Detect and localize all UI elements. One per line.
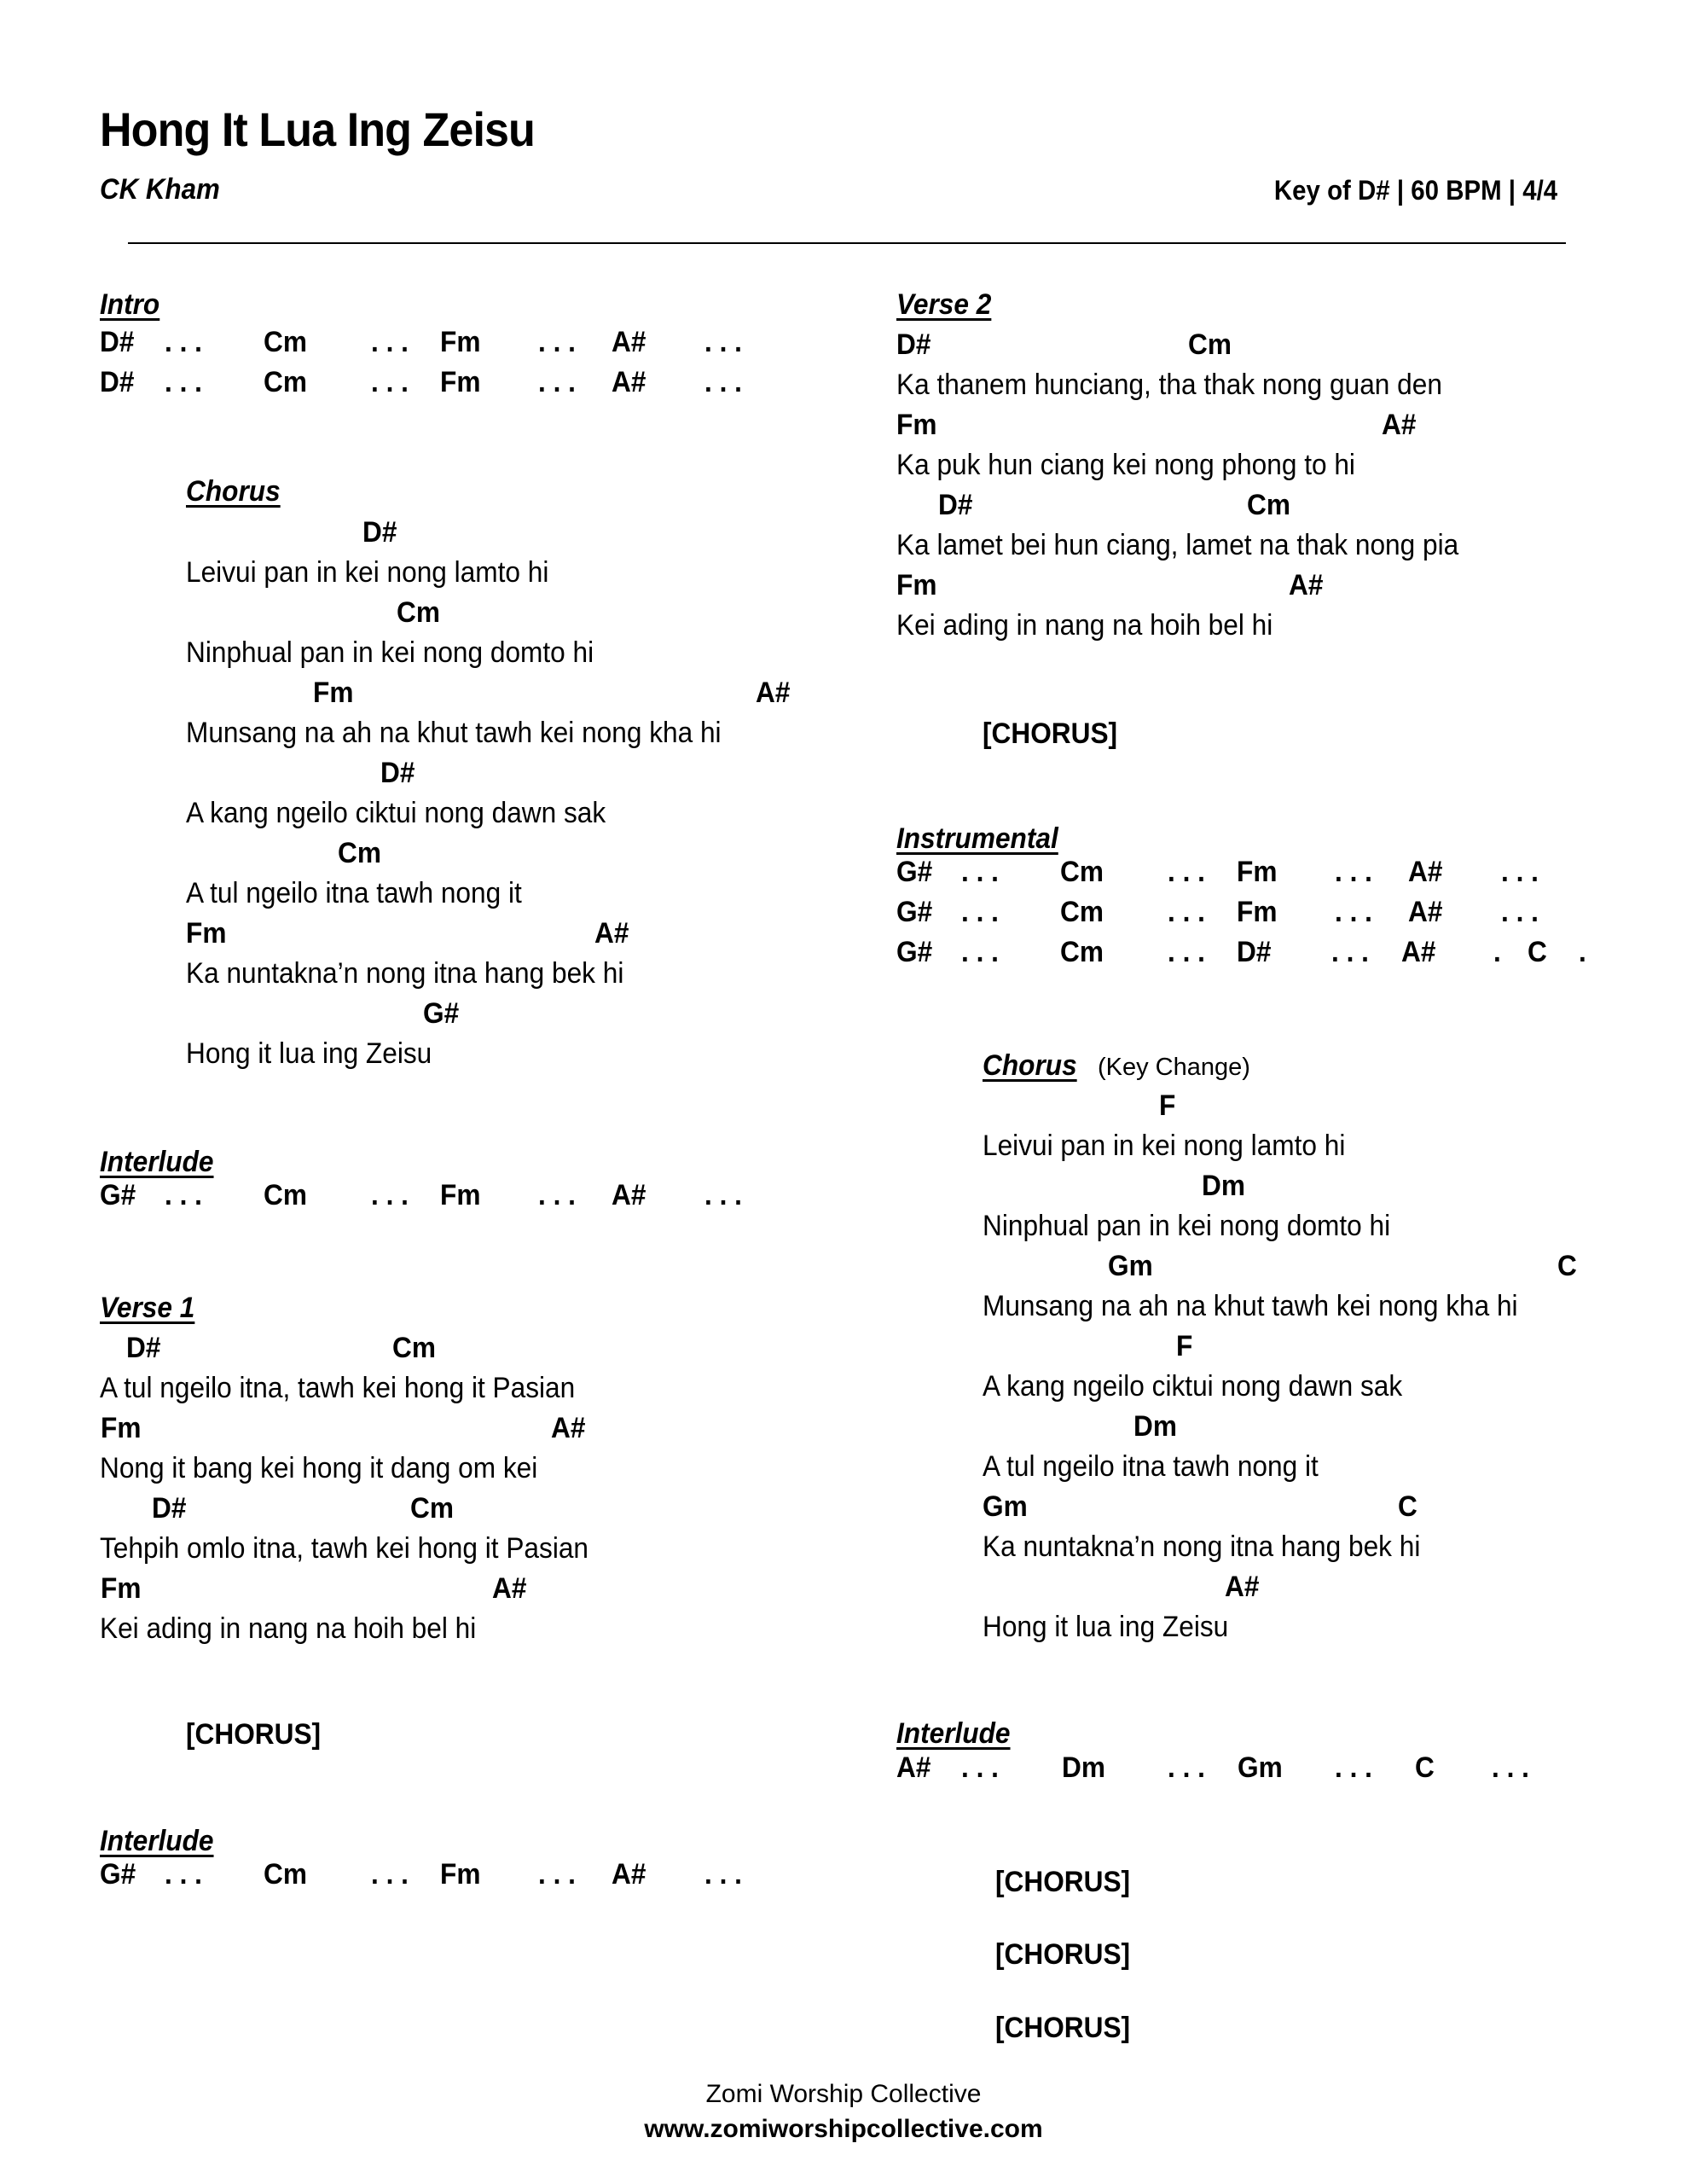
beat-dots: . . . [1335, 896, 1372, 928]
chord: D# [1237, 936, 1272, 968]
chord: D# [100, 326, 135, 358]
beat-dots: . . . [704, 1179, 742, 1211]
chord: A# [1225, 1571, 1260, 1603]
beat-dots: . . . [165, 366, 202, 398]
section-label-intro: Intro [100, 288, 160, 321]
section-label-interlude-1: Interlude [100, 1146, 214, 1178]
beat-dots: . . . [1168, 1751, 1205, 1784]
chorus-reference: [CHORUS] [995, 2012, 1131, 2044]
chord: A# [1408, 856, 1443, 888]
lyric-line: Ka lamet bei hun ciang, lamet na thak nong pia [896, 529, 1459, 561]
key-change-note: (Key Change) [1098, 1054, 1250, 1081]
chord: Fm [101, 1412, 142, 1444]
section-label-verse-1: Verse 1 [100, 1292, 195, 1324]
chord: Dm [1202, 1170, 1245, 1202]
section-label-interlude-3: Interlude [896, 1717, 1011, 1750]
lyric-line: Nong it bang kei hong it dang om kei [100, 1452, 538, 1484]
chord: Cm [264, 326, 307, 358]
lyric-line: A tul ngeilo itna, tawh kei hong it Pasian [100, 1372, 576, 1404]
beat-dots: . . . [371, 326, 409, 358]
lyric-line: Ka nuntakna’n nong itna hang bek hi [186, 957, 624, 990]
chord: Dm [1133, 1410, 1177, 1443]
beat-dots: . [1579, 936, 1586, 968]
chord: G# [100, 1179, 136, 1211]
section-label-verse-2: Verse 2 [896, 288, 992, 321]
lyric-line: Tehpih omlo itna, tawh kei hong it Pasian [100, 1532, 589, 1565]
beat-dots: . . . [1335, 856, 1372, 888]
chord: A# [756, 677, 791, 709]
chord: C [1415, 1751, 1435, 1784]
beat-dots: . . . [704, 326, 742, 358]
beat-dots: . . . [1501, 896, 1539, 928]
chord: Cm [410, 1492, 454, 1525]
chord: A# [612, 1179, 646, 1211]
beat-dots: . . . [165, 326, 202, 358]
beat-dots: . . . [1331, 936, 1369, 968]
beat-dots: . . . [1168, 856, 1205, 888]
footer-website-link[interactable]: www.zomiworshipcollective.com [644, 2115, 1043, 2143]
chord: A# [492, 1572, 527, 1605]
lyric-line: Munsang na ah na khut tawh kei nong kha hi [186, 717, 722, 749]
chord: Fm [440, 326, 481, 358]
chord: A# [612, 366, 646, 398]
beat-dots: . . . [538, 366, 576, 398]
chord: A# [594, 917, 629, 950]
beat-dots: . . . [961, 936, 999, 968]
section-label-chorus: Chorus [186, 475, 281, 508]
lyric-line: Hong it lua ing Zeisu [186, 1037, 432, 1070]
chord: Cm [392, 1332, 436, 1364]
beat-dots: . [1493, 936, 1501, 968]
chorus-reference: [CHORUS] [995, 1938, 1131, 1971]
lyric-line: Ninphual pan in kei nong domto hi [983, 1210, 1391, 1242]
lyric-line: Ka nuntakna’n nong itna hang bek hi [983, 1531, 1421, 1563]
chord: G# [896, 896, 933, 928]
beat-dots: . . . [538, 326, 576, 358]
chord: Cm [1060, 856, 1104, 888]
chord: Fm [186, 917, 227, 950]
chord: F [1176, 1330, 1193, 1362]
beat-dots: . . . [165, 1858, 202, 1891]
chord: A# [1382, 409, 1417, 441]
beat-dots: . . . [1168, 936, 1205, 968]
chord: C [1398, 1490, 1417, 1523]
chord: Fm [440, 366, 481, 398]
chord: Fm [896, 569, 937, 601]
chord: Fm [1237, 896, 1278, 928]
song-meta: Key of D# | 60 BPM | 4/4 [1273, 175, 1557, 206]
beat-dots: . . . [1335, 1751, 1372, 1784]
chord: Cm [1247, 489, 1290, 521]
chord: Cm [264, 1858, 307, 1891]
chord: Cm [1060, 896, 1104, 928]
chord: Cm [1188, 328, 1232, 361]
chord: D# [126, 1332, 161, 1364]
lyric-line: Hong it lua ing Zeisu [983, 1611, 1229, 1643]
beat-dots: . . . [371, 1858, 409, 1891]
chorus-reference: [CHORUS] [186, 1718, 322, 1751]
lyric-line: Kei ading in nang na hoih bel hi [100, 1612, 477, 1645]
song-artist: CK Kham [100, 173, 220, 206]
lyric-line: Ninphual pan in kei nong domto hi [186, 636, 594, 669]
chord: A# [1408, 896, 1443, 928]
chord: D# [380, 757, 415, 789]
chord: Fm [101, 1572, 142, 1605]
chord: D# [896, 328, 931, 361]
chord: Fm [440, 1179, 481, 1211]
section-label-instrumental: Instrumental [896, 822, 1058, 855]
chorus-reference: [CHORUS] [983, 717, 1118, 750]
header-divider [128, 242, 1566, 244]
chord: Fm [896, 409, 937, 441]
chord: D# [100, 366, 135, 398]
chord: F [1159, 1089, 1176, 1122]
beat-dots: . . . [961, 1751, 999, 1784]
chord: C [1557, 1250, 1577, 1282]
beat-dots: . . . [704, 1858, 742, 1891]
beat-dots: . . . [1492, 1751, 1529, 1784]
beat-dots: . . . [371, 366, 409, 398]
chord: A# [612, 326, 646, 358]
chord: Cm [1060, 936, 1104, 968]
lyric-line: A kang ngeilo ciktui nong dawn sak [983, 1370, 1403, 1403]
chord: Cm [338, 837, 381, 869]
chord: Gm [983, 1490, 1028, 1523]
chord: A# [1289, 569, 1324, 601]
beat-dots: . . . [961, 856, 999, 888]
lyric-line: A kang ngeilo ciktui nong dawn sak [186, 797, 606, 829]
song-title: Hong It Lua Ing Zeisu [100, 102, 535, 156]
beat-dots: . . . [704, 366, 742, 398]
chord: A# [551, 1412, 586, 1444]
chord: D# [152, 1492, 187, 1525]
lyric-line: A tul ngeilo itna tawh nong it [983, 1450, 1319, 1483]
lyric-line: Leivui pan in kei nong lamto hi [983, 1130, 1346, 1162]
chord: D# [938, 489, 973, 521]
chord: G# [896, 936, 933, 968]
beat-dots: . . . [371, 1179, 409, 1211]
beat-dots: . . . [1501, 856, 1539, 888]
chord: D# [362, 516, 397, 549]
chorus-reference: [CHORUS] [995, 1866, 1131, 1898]
chord: Cm [264, 1179, 307, 1211]
chord: C [1528, 936, 1547, 968]
chord: A# [1401, 936, 1436, 968]
chord: Dm [1062, 1751, 1105, 1784]
chord: Fm [313, 677, 354, 709]
chord: Gm [1238, 1751, 1283, 1784]
section-label-chorus-key-change: Chorus [983, 1049, 1077, 1082]
chord: Cm [397, 596, 440, 629]
section-label-interlude-2: Interlude [100, 1825, 214, 1857]
lyric-line: Leivui pan in kei nong lamto hi [186, 556, 549, 589]
chord: G# [423, 997, 460, 1030]
chord: A# [612, 1858, 646, 1891]
lyric-line: Kei ading in nang na hoih bel hi [896, 609, 1273, 642]
chord: Fm [440, 1858, 481, 1891]
beat-dots: . . . [538, 1179, 576, 1211]
beat-dots: . . . [165, 1179, 202, 1211]
chord: G# [100, 1858, 136, 1891]
chord: G# [896, 856, 933, 888]
chord: Cm [264, 366, 307, 398]
lyric-line: Munsang na ah na khut tawh kei nong kha hi [983, 1290, 1518, 1322]
beat-dots: . . . [961, 896, 999, 928]
lyric-line: Ka puk hun ciang kei nong phong to hi [896, 449, 1355, 481]
footer-organization: Zomi Worship Collective [705, 2080, 982, 2108]
beat-dots: . . . [1168, 896, 1205, 928]
chord: Fm [1237, 856, 1278, 888]
lyric-line: A tul ngeilo itna tawh nong it [186, 877, 522, 909]
chord: A# [896, 1751, 931, 1784]
lyric-line: Ka thanem hunciang, tha thak nong guan den [896, 369, 1442, 401]
beat-dots: . . . [538, 1858, 576, 1891]
chord: Gm [1108, 1250, 1153, 1282]
